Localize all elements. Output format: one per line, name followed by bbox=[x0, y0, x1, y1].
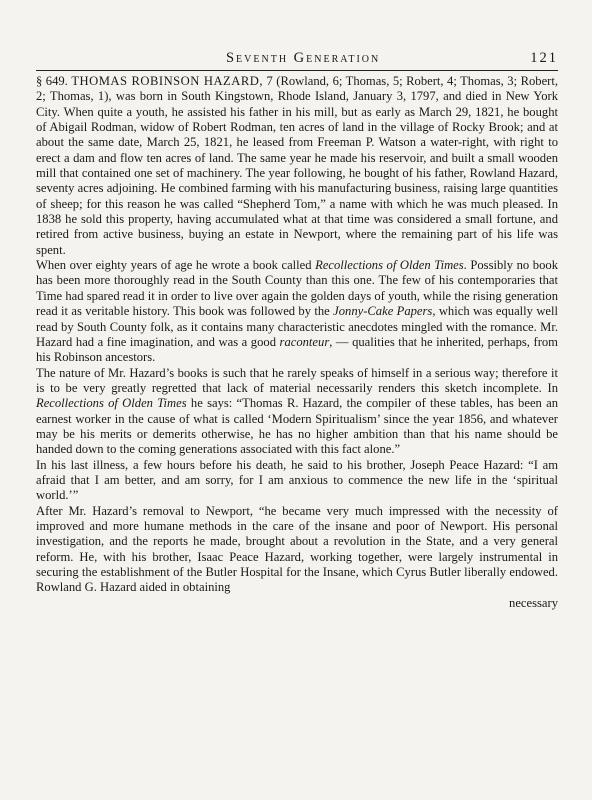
text-run: , — qualities that he inherited, perhaps, from his Robinson ancestors. bbox=[36, 334, 558, 365]
text-run: The nature of Mr. Hazard’s books is such that he rarely speaks of himself in a serious way; therefore it is to be very greatly regretted that lack of material necessarily renders this sketch incomplete. In bbox=[36, 365, 558, 395]
paragraph-nature bbox=[36, 366, 558, 458]
text-run: , which was equally well read by South County folk, as it contains many characteristic anecdotes mingled with the romance. Mr. Hazard had a fine imagination, and was a good bbox=[36, 304, 559, 349]
page-body bbox=[36, 74, 558, 611]
entry-text: 7 (Rowland, 6; Thomas, 5; Robert, 4; Thomas, 3; Robert, 2; Thomas, 1), was born in South Kingstown, Rhode Island, January 3, 1797, and died in New York City. When quite a youth, he assisted his father in his mill, but as early as March 29, 1821, he bought of Abigail Rodman, widow of Robert Rodman, ten acres of land in the village of Rocky Brook; and at about the same date, March 25, 1821, he leased from Freeman P. Watson a water-right, with right to erect a dam and flow ten acres of land. The same year he made his reservoir, and built a small wooden mill that contained one set of machinery. The year following, he bought of his father, Rowland Hazard, seventy acres adjoining. He combined farming with his manufacturing business, raising large quantities of sheep; for this reason he was called “Shepherd Tom,” a name with which he was much pleased. In 1838 he sold this property, having accumulated what at that time was considered a small fortune, and retired from active business, buying an estate in Newport, where the remaining part of his life was spent. bbox=[36, 74, 558, 257]
foreign-word: raconteur bbox=[279, 334, 330, 349]
catchword: necessary bbox=[509, 595, 558, 610]
book-title: Jonny-Cake Papers bbox=[333, 304, 433, 319]
text-run: . Possibly no book has been more thoroughly read in the South County than this one. The few of his contemporaries that Time had spared read it in order to live over again the golden days of youth, while the rising generation read it as veritable history. This book was followed by the bbox=[36, 258, 558, 319]
book-title: Recollections of Olden Times bbox=[315, 258, 464, 273]
section-marker: § 649. bbox=[36, 74, 68, 88]
running-title: Seventh Generation bbox=[225, 50, 381, 66]
page-number: 121 bbox=[530, 50, 558, 66]
entry-name: THOMAS ROBINSON HAZARD, bbox=[71, 74, 263, 88]
paragraph-books bbox=[36, 258, 558, 365]
text-run: When over eighty years of age he wrote a book called bbox=[36, 258, 316, 273]
paragraph-last-illness: In his last illness, a few hours before his death, he said to his brother, Joseph Peace Hazard: “I am afraid that I am better, and am sorry, for I am anxious to commence the new life in the ‘spiritual world.’” bbox=[36, 457, 558, 503]
header-rule bbox=[36, 70, 558, 71]
book-title: Recollections of Olden Times bbox=[36, 396, 187, 411]
text-run: he says: “Thomas R. Hazard, the compiler of these tables, has been an earnest worker in the cause of what is called ‘Modern Spiritualism’ since the year 1856, and whatever may be his merits or demerits otherwise, he has no higher ambition than that his name should be handed down to the coming generations associated with this fact alone.” bbox=[36, 396, 558, 457]
running-header bbox=[36, 50, 558, 67]
entry-paragraph bbox=[36, 74, 558, 258]
paragraph-newport: After Mr. Hazard’s removal to Newport, “he became very much impressed with the necessity of improved and more humane methods in the care of the insane and poor of Newport. His personal investigation, and the reports he made, brought about a revolution in the State, and a very general reform. He, with his brother, Isaac Peace Hazard, working together, were largely instrumental in securing the establishment of the Butler Hospital for the Insane, which Cyrus Butler liberally endowed. Rowland G. Hazard aided in obtaining bbox=[36, 503, 558, 595]
